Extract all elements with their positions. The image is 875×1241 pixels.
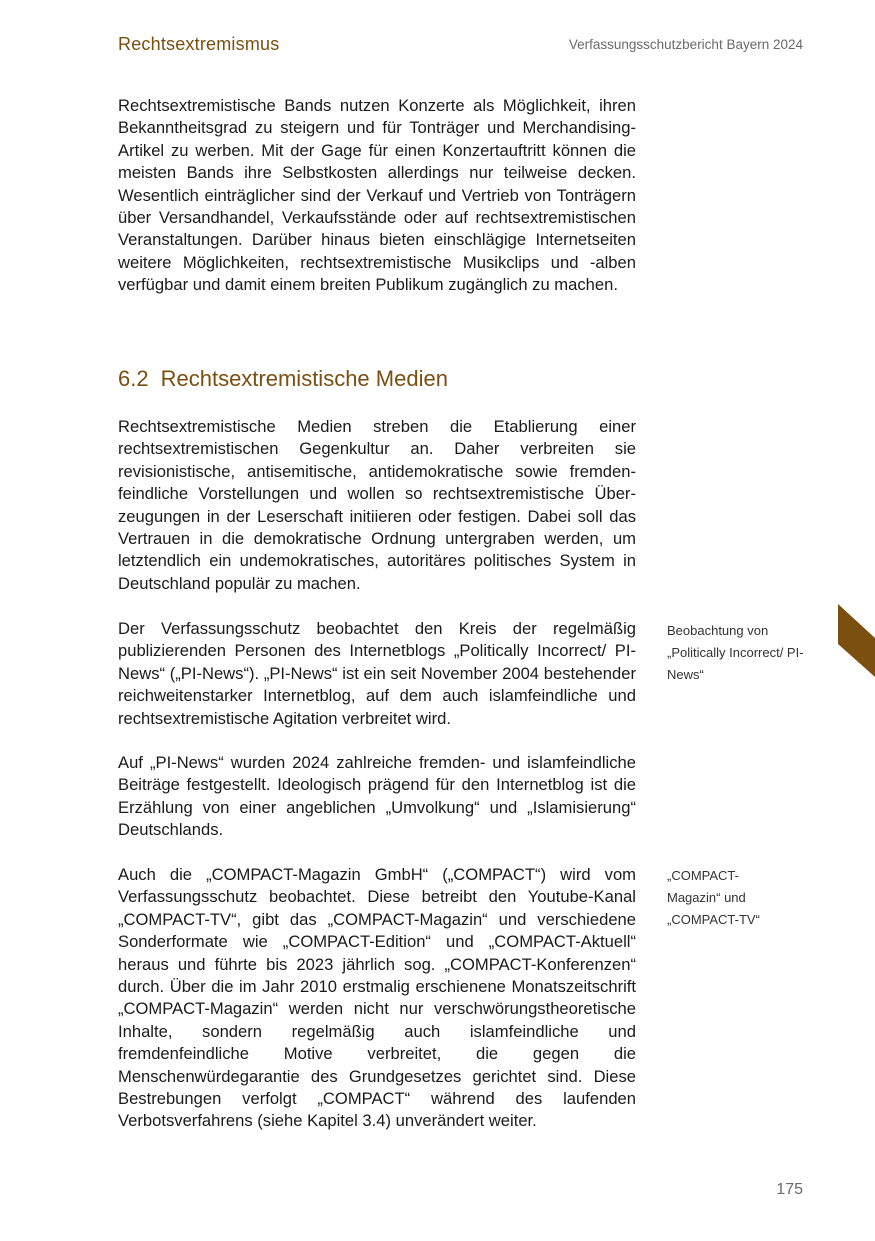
paragraph-pi-news-2024: Auf „PI-News“ wurden 2024 zahlreiche fremden- und islamfeindliche Beiträge festgestellt. Ideologisch prägend für den Internetblog ist die Erzählung von einer angeblichen „Umvolkung“ und „Islamisierung“ Deutschlands. [118,753,636,840]
paragraph-bands: Rechtsextremistische Bands nutzen Konzerte als Möglichkeit, ihren Bekanntheitsgrad zu steigern und für Tonträger und Merchandising-Artikel zu werben. Mit der Gage für einen Konzertauftritt können die meisten Bands ihre Selbstkosten allerdings nur teilweise decken. Wesentlich einträglicher sind der Verkauf und Vertrieb von Tonträgern über Versandhandel, Verkaufsstände oder auf rechtsextremistischen Veranstaltungen. Darüber hinaus bieten einschlägige Internetseiten weitere Möglichkeiten, rechtsextremistische Musikclips und -alben verfügbar und damit einem breiten Publikum zugänglich zu machen. [118,96,636,295]
section-number: 6.2 [118,366,149,391]
paragraph-pi-news: Der Verfassungsschutz beobachtet den Kreis der regelmäßig publizierenden Personen des Internetblogs „Politically Incorrect/ PI-News“ („PI-News“). „PI-News“ ist ein seit November 2004 bestehender reichweitenstarker Internetblog, auf dem auch islamfeindliche und rechtsextremistische Agitation verbreitet wird. [118,619,636,728]
margin-note-compact: „COMPACT-Magazin“ und „COMPACT-TV“ [667,868,760,927]
section-heading [118,366,448,392]
margin-note-pi-news: Beobachtung von „Politically Incorrect/ PI-News“ [667,623,804,682]
chapter-tab-marker [838,604,875,677]
running-head-report-title: Verfassungsschutzbericht Bayern 2024 [568,37,803,52]
paragraph-compact: Auch die „COMPACT-Magazin GmbH“ („COMPACT“) wird vom Verfassungsschutz beobachtet. Diese betreibt den Youtube-Kanal „COMPACT-TV“, gibt das „COMPACT-Magazin“ und verschiedene Sonderformate wie „COMPACT-Edition“ und „COMPACT-Aktuell“ heraus und führte bis 2023 jährlich sog. „COMPACT-Konferenzen“ durch. Über die im Jahr 2010 erstmalig erschienene Monatszeitschrift „COMPACT-Magazin“ werden nicht nur verschwörungstheoretische Inhalte, sondern regelmäßig auch islamfeindliche und fremdenfeindliche Motive verbreitet, die gegen die Menschenwürdegarantie des Grundgesetzes gerichtet sind. Diese Bestrebungen verfolgt „COMPACT“ während des laufenden Verbotsverfahrens (siehe Kapitel 3.4) unverändert weiter. [118,865,636,1131]
page-number: 175 [776,1181,803,1198]
running-head-section: Rechtsextremismus [118,34,280,54]
paragraph-media-intro: Rechtsextremistische Medien streben die Etablierung einer rechtsextremistischen Gegenkultur an. Daher verbreiten sie revisionistische, antisemitische, antidemokratische sowie fremdenfeindliche Vorstellungen und wollen so rechtsextremistische Überzeugungen in der Leserschaft initiieren oder festigen. Dabei soll das Vertrauen in die demokratische Ordnung untergraben werden, um letztendlich ein undemokratisches, autoritäres politisches System in Deutschland populär zu machen. [118,417,636,593]
section-title: Rechtsextremistische Medien [160,366,448,391]
